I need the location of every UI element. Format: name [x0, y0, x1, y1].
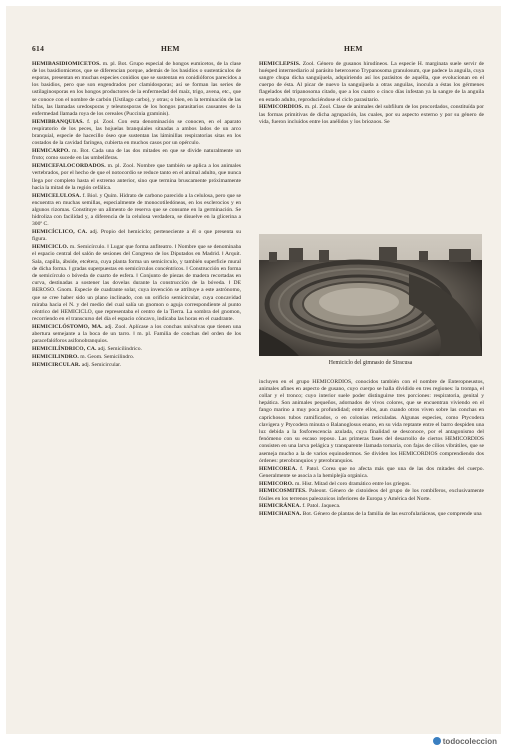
- entry-definition: adj. Propio del hemiciclo; perteneciente a él o que presenta su figura.: [32, 229, 241, 243]
- dictionary-page: [6, 6, 501, 734]
- left-column-entry: [32, 163, 241, 192]
- entry-definition: adj. Semicilíndrico.: [96, 346, 142, 353]
- entry-definition: m. Hist. Mitad del coro dramático entre los griegos.: [293, 480, 411, 487]
- entry-headword: HEMICILÍNDRICO, CA.: [32, 346, 97, 353]
- entry-headword: HEMICARPO.: [32, 148, 70, 155]
- entry-definition: Bot. Género de plantas de la familia de las escrofulariáceas, que comprende una: [301, 511, 482, 518]
- entry-headword: HEMICRÁNEA.: [259, 503, 301, 510]
- entry-headword: HEMICÍCLICO, CA.: [32, 229, 88, 236]
- left-column-entry: [32, 148, 241, 162]
- entry-definition: Zool. Género de gusanos hirudíneos. La especie H. marginata suele servir de huésped intermediario al parásito heteroxeno Trypanosoma granulosum, que padece la anguila, cuya sangre chupa dicha sanguijuela, adquiriendo así los parásitos de aquélla, que evolucionan en el cuerpo de ésta. Al picar de nuevo la sanguijuela a otras anguilas, inocula a éstas los gérmenes flagelados del tripanosoma citado, que a los cuatro o cinco días infestan ya la sangre de la anguila en estado adulto, reproduciéndose el ciclo parasitario.: [259, 60, 484, 103]
- watermark-text: todocoleccion: [442, 737, 497, 746]
- right-top-entry: [259, 61, 484, 104]
- right-column-bottom: [259, 378, 484, 723]
- entry-headword: HEMICLEPSIS.: [259, 60, 301, 67]
- entry-headword: HEMICOREA.: [259, 465, 298, 472]
- watermark: [433, 737, 497, 746]
- left-column-entry: [32, 346, 241, 353]
- entry-headword: HEMICICLÓSTOMO, MA.: [32, 324, 103, 331]
- running-head-right: HEM: [344, 44, 363, 53]
- photo-siracusa-gymnasium: [259, 234, 482, 356]
- left-column-entry: [32, 193, 241, 229]
- entry-definition: m. pl. Zool. Nombre que también se aplica a los animales vertebrados, por el hecho de que el notocordio se reduce tanto en el animal adulto, que nunca llega por completo hasta el extremo anterior, sino que termina bruscamente próximamente hacia la mitad de la región cefálica.: [32, 163, 241, 191]
- running-head-left: HEM: [161, 44, 180, 53]
- entry-definition: adj. Semicircular.: [80, 361, 122, 368]
- photo-image: [259, 234, 482, 356]
- entry-headword: HEMICEFALOCORDADOS.: [32, 163, 106, 170]
- right-bottom-entry: [259, 481, 484, 488]
- left-column-entry: [32, 229, 241, 243]
- entry-definition: m. Semicírculo. ‖ Lugar que forma anfiteatro. ‖ Nombre que se denominaba el espacio central del salón de sesiones del Congreso de los Diputados en Madrid. ‖ Arquit. Sala, capilla, ábside, etcétera, cuya planta forma un semicírculo, y también superficie mural de dicha forma. ‖ gradas superpuestas en semicírculos concéntricos. ‖ Construcción en forma de semicírculo o bóveda de cuarto de esfera. ‖ Conjunto de piezas de madera recortadas en curva, destinadas a sostener las dovelas durante la construcción de la bóveda. ‖ DE BEROSO. Gnom. Especie de cuadrante solar, cuya invención se atribuye a este astrónomo, que se cree haber sido un plano inclinado, con un orificio semicircular, cuya concavidad miraba hacia el N. y del medio del cual salía un gnomon o aguja correspondiente al punto céntrico del HEMICICLO, que representaba el centro de la Tierra. La sombra del gnomon, recorriendo en el transcurso del día el espacio cóncavo, indicaba las horas en el cuadrante.: [32, 244, 241, 323]
- left-column: [32, 60, 241, 725]
- right-top-entry: [259, 104, 484, 126]
- entry-definition: incluyen en el grupo HEMICORDIOS, conocidos también con el nombre de Enteropneustos, animales afines en aspecto de gusano, cuyo cuerpo se halla dividido en tres regiones: la trompa, el collar y el tronco; cuyo interior suele poder distinguirse tres porciones: respiratoria, genital y hepática. Son animales pequeños, adornados de vivos colores, que se encuentran viviendo en el fango marino a muy poca profundidad; entre ellos, aun cuando otros viven sobre las conchas en caprichosos tubos ramificados, o en colonias reticuladas. Algunas especies, como Ptycodera clavigera y Ptycodera minuta o Balanoglosus enano, en su vida reptante entre el barro despiden una luz debida a la fosforescencia azulada, cuya finalidad se desconoce, por el antagonismo del fenómeno con su escaso reposo. Las primeras fases del desarrollo de ciertos HEMICORDIOS consisten en una larva pelágica y transparente llamada tornaria, con fajas de cilios vibrátiles, que se asemeja mucho a la de varios equinodermos. Se dividen los HEMICORDIOS comprendiendo dos órdenes: pterobranquios y pterobranquios.: [259, 378, 484, 464]
- right-bottom-entry: [259, 466, 484, 480]
- left-column-entry: [32, 324, 241, 346]
- entry-definition: m. Geom. Semicilindro.: [78, 354, 135, 361]
- watermark-bar: [0, 736, 507, 749]
- entry-definition: f. pl. Zool. Con esta denominación se conocen, en el aparato respiratorio de los peces, las hojuelas branquiales situadas a ambos lados de un arco branquial, especie de hacecillo óseo que sustentan las láminillas respiratorias sitas en los costados de la cavidad faríngea, cubierta en muchos casos por un opérculo.: [32, 118, 241, 147]
- left-column-entry: [32, 354, 241, 361]
- entry-definition: m. pl. Zool. Clase de animales del subfilum de los procordados, constituída por las formas primitivas de dicha agrupación, las cuales, por su aspecto externo y por su género de vida, fueron incluídos entre los anélidos y los briozoos. Se: [259, 104, 484, 125]
- watermark-logo-icon: [433, 737, 441, 745]
- right-bottom-entry: [259, 379, 484, 465]
- page-number: 614: [32, 44, 45, 53]
- entry-definition: m. Bot. Cada una de las dos mitades en que se divide naturalmente un fruto; como sucede en las umbelíferas.: [32, 148, 241, 162]
- entry-headword: HEMICOSMITES.: [259, 488, 307, 495]
- right-column-top: [259, 60, 484, 230]
- entry-definition: f. Biol. y Quím. Hidrato de carbono parecido a la celulosa, pero que se encuentra en muchas semillas, especialmente de monocotiledóneas, en los esclerocios y en algunos rizomas. Constituye un alimento de reserva que se consume en la germinación. Se hidroliza con facilidad y, a diferencia de la celulosa verdadera, se disuelve en la glicerina a 300º C.: [32, 192, 241, 228]
- entry-definition: Paleont. Género de cistoideos del grupo de los rombíferos, exclusivamente fósiles en los terrenos paleozoicos inferiores de Europa y América del Norte.: [259, 488, 484, 502]
- entry-definition: f. Patol. Jaqueca.: [300, 503, 341, 510]
- entry-headword: HEMICORDIOS.: [259, 104, 304, 111]
- entry-headword: HEMICELULOSA.: [32, 192, 82, 199]
- entry-headword: HEMICIRCULAR.: [32, 361, 81, 368]
- left-column-entry: [32, 244, 241, 323]
- left-column-entry: [32, 61, 241, 119]
- right-bottom-entry: [259, 488, 484, 502]
- entry-headword: HEMICHAENA.: [259, 511, 302, 518]
- entry-headword: HEMIBRANQUIAS.: [32, 118, 84, 125]
- photo-caption: Hemiciclo del gimnasio de Siracusa: [328, 360, 413, 366]
- entry-headword: HEMICORO.: [259, 480, 294, 487]
- left-column-entry: [32, 119, 241, 148]
- entry-headword: HEMIBASIDIOMICETOS.: [32, 60, 101, 67]
- right-bottom-entry: [259, 503, 484, 510]
- entry-definition: adj. Zool. Aplícase a los conchas univalvas que tienen una abertura semejante a la boca de un tarro. ‖ m. pl. Familia de conchas del orden de los paracefalóforos asifonobranquios.: [32, 324, 241, 345]
- left-column-entry: [32, 362, 241, 369]
- entry-definition: m. pl. Bot. Grupo especial de hongos eumicetos, de la clase de los basidiomicetos, que se diferencian porque, además de los basidios o sustentáculos de esporas, presentan en muchas especies conidios que se sustentan en conidióforos parecidos a los basidios, pero que son engendrados por clamidosporas; así se forman las series de ustilaginosporas en los hongos productores de la enfermedad del maíz, trigo, avena, etc., que se conoce con el nombre de carbón (Ustilago carbo), y otras; o bien, en la terminación de las hifas, las llamadas uredosporas y teleutosporas de los hongos parasitarios causantes de la enfermedad llamada roya de los cereales (Puccinia graminis).: [32, 60, 241, 118]
- entry-headword: HEMICICLO.: [32, 244, 69, 251]
- entry-headword: HEMICILINDRO.: [32, 354, 79, 361]
- entry-definition: f. Patol. Corea que no afecta más que una de las dos mitades del cuerpo. Generalmente se asocia a la hemiplejía orgánica.: [259, 465, 484, 479]
- right-bottom-entry: [259, 511, 484, 518]
